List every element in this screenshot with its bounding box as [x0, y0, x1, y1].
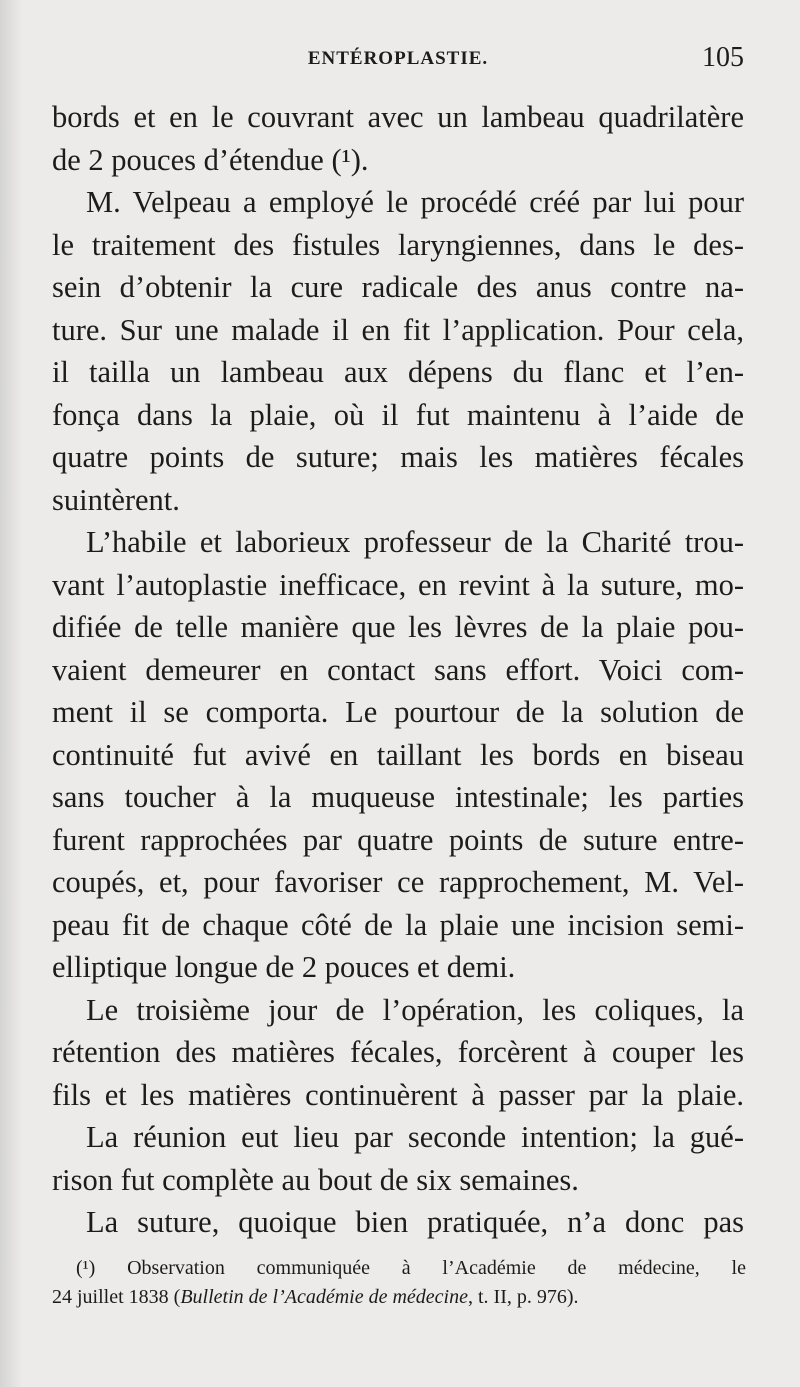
text-line: vant l’autoplastie inefficace, en revint à la suture, mo-	[52, 567, 744, 602]
page-binding-shadow	[0, 0, 22, 1387]
text-line: furent rapprochées par quatre points de suture entre-	[52, 822, 744, 857]
text-line: M. Velpeau a employé le procédé créé par lui pour	[86, 185, 744, 219]
text-line: rétention des matières fécales, forcèrent à couper les	[52, 1035, 744, 1069]
text-line: il tailla un lambeau aux dépens du flanc et l’en-	[52, 355, 744, 389]
text-line: coupés, et, pour favoriser ce rapprochement, M. Vel-	[52, 865, 744, 899]
text-line: peau fit de chaque côté de la plaie une incision semi-	[52, 907, 744, 942]
footnote-citation-ref: , t. II, p. 976).	[467, 1286, 579, 1308]
text-line: La réunion eut lieu par seconde intention; la gué-	[86, 1120, 744, 1154]
text-line: sans toucher à la muqueuse intestinale; les parties	[52, 780, 744, 814]
footnote-date: 24 juillet 1838 (	[52, 1286, 181, 1308]
text-line: L’habile et laborieux professeur de la Charité trou-	[86, 525, 744, 559]
body-text	[52, 96, 744, 1244]
text-line: quatre points de suture; mais les matières fécales	[52, 440, 744, 474]
text-line: de 2 pouces d’étendue (¹).	[52, 142, 369, 177]
text-line: bords et en le couvrant avec un lambeau quadrilatère	[52, 100, 744, 134]
text-line: rison fut complète au bout de six semaines.	[52, 1162, 579, 1197]
text-line: ture. Sur une malade il en fit l’application. Pour cela,	[52, 312, 744, 347]
text-line: La suture, quoique bien pratiquée, n’a donc pas	[86, 1205, 744, 1239]
running-head: ENTÉROPLASTIE.	[307, 48, 489, 69]
footnote-citation-title: Bulletin de l’Académie de médecine	[180, 1286, 468, 1308]
text-line: fils et les matières continuèrent à passer par la plaie.	[52, 1077, 744, 1112]
text-line: le traitement des fistules laryngiennes, dans le des-	[52, 227, 744, 262]
page-number: 105	[702, 42, 744, 73]
text-line: difiée de telle manière que les lèvres de la plaie pou-	[52, 610, 744, 644]
text-line: vaient demeurer en contact sans effort. Voici com-	[52, 652, 744, 687]
text-line: suintèrent.	[52, 482, 180, 517]
footnote-line	[52, 1283, 746, 1312]
page-header	[52, 42, 744, 82]
text-line: ment il se comporta. Le pourtour de la solution de	[52, 695, 744, 729]
text-line: elliptique longue de 2 pouces et demi.	[52, 950, 516, 984]
text-line: fonça dans la plaie, où il fut maintenu à l’aide de	[52, 397, 744, 432]
footnote	[52, 1254, 746, 1312]
text-line: continuité fut avivé en taillant les bords en biseau	[52, 737, 744, 772]
text-line: sein d’obtenir la cure radicale des anus contre na-	[52, 270, 744, 304]
text-line: Le troisième jour de l’opération, les coliques, la	[86, 992, 744, 1027]
footnote-line: (¹) Observation communiquée à l’Académie de médecine, le	[76, 1257, 746, 1279]
